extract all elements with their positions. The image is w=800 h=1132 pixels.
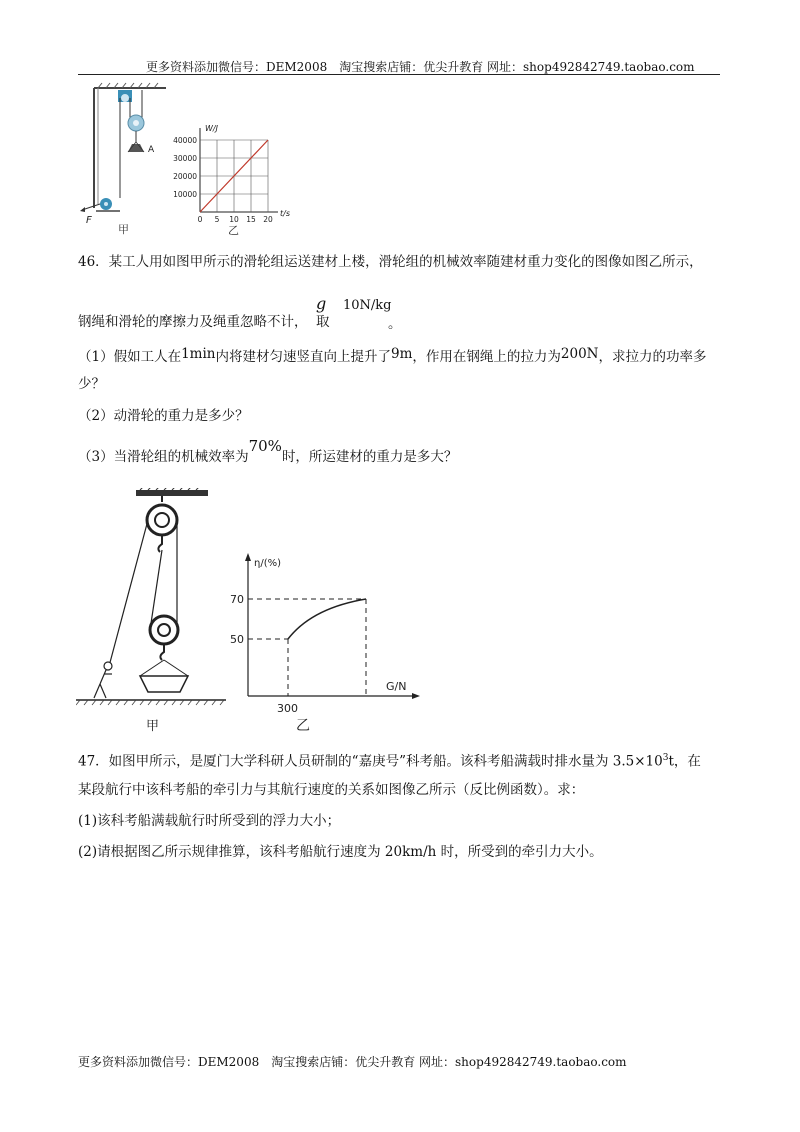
q46-p1-c: ，作用在钢绳上的拉力为 xyxy=(412,349,561,365)
q47-line1-a: 47．如图甲所示，是厦门大学科研人员研制的“嘉庚号”科考船。该科考船满载时排水量为 3.5×10 xyxy=(78,753,663,770)
x-axis-label: G/N xyxy=(386,680,407,693)
q46-part1-line2: 少？ xyxy=(78,376,105,392)
q47-part2: (2)请根据图乙所示规律推算，该科考船航行速度为 20km/h 时，所受到的牵引力大小。 xyxy=(78,844,603,860)
q46-p1-a: （1）假如工人在 xyxy=(78,349,182,365)
page-header: 更多资料添加微信号：DEM2008 淘宝搜索店铺：优尖升教育 网址：shop492842749.taobao.com xyxy=(146,60,695,74)
weight-label: A xyxy=(148,145,155,155)
figure-caption-right: 乙 xyxy=(228,224,239,237)
q46-p1-time: 1min xyxy=(181,346,216,362)
q46-p3-eff: 70% xyxy=(248,437,282,455)
chart-efficiency xyxy=(224,552,424,736)
y-tick-label: 20000 xyxy=(173,172,197,181)
g-symbol: g xyxy=(316,294,327,313)
x-tick-label: 10 xyxy=(229,215,239,224)
q46-part1-line1 xyxy=(78,347,706,367)
x-tick-label: 20 xyxy=(263,215,273,224)
q47-line1 xyxy=(78,748,701,772)
x-tick-300: 300 xyxy=(277,702,298,715)
x-axis-label: t/s xyxy=(280,209,290,218)
q46-line2: 钢绳和滑轮的摩擦力及绳重忽略不计， xyxy=(78,314,308,330)
q46-part2: （2）动滑轮的重力是多少？ xyxy=(78,408,249,424)
figure-46-caption-right: 乙 xyxy=(296,718,310,734)
q46-p3-b: 时，所运建材的重力是多大？ xyxy=(281,449,458,465)
y-axis-label: W/J xyxy=(205,124,218,133)
x-tick-label: 15 xyxy=(246,215,256,224)
q47-sup: 3 xyxy=(662,753,669,763)
y-tick-label: 30000 xyxy=(173,154,197,163)
page-footer: 更多资料添加微信号：DEM2008 淘宝搜索店铺：优尖升教育 网址：shop492842749.taobao.com xyxy=(78,1055,627,1069)
figure-46-pulley xyxy=(76,488,236,736)
chart-work-time xyxy=(160,120,300,238)
y-axis-label: η/(%) xyxy=(254,558,282,569)
q47-line1-b: t，在 xyxy=(668,753,701,770)
q47-line2: 某段航行中该科考船的牵引力与其航行速度的关系如图像乙所示（反比例函数）。求： xyxy=(78,782,585,798)
q46-p1-height: 9m xyxy=(391,346,413,362)
q46-p1-b: 内将建材匀速竖直向上提升了 xyxy=(215,349,391,365)
figure-caption-left: 甲 xyxy=(118,223,129,236)
q47-part1: (1)该科考船满载航行时所受到的浮力大小； xyxy=(78,813,341,829)
force-label: F xyxy=(86,215,92,226)
g-value: 10N/kg xyxy=(343,298,392,313)
efficiency-curve xyxy=(288,599,366,639)
q46-intro: 46．某工人用如图甲所示的滑轮组运送建材上楼，滑轮组的机械效率随建材重力变化的图像如图乙所示， xyxy=(78,254,703,270)
y-tick-50: 50 xyxy=(230,633,244,646)
header-rule xyxy=(78,74,720,75)
take-word: 取 xyxy=(316,314,330,330)
x-tick-label: 0 xyxy=(197,215,203,224)
q46-p3-a: （3）当滑轮组的机械效率为 xyxy=(78,449,249,465)
y-tick-70: 70 xyxy=(230,593,244,606)
y-tick-label: 10000 xyxy=(173,190,197,199)
q46-part3 xyxy=(78,437,458,467)
q46-period: 。 xyxy=(388,316,402,332)
y-tick-label: 40000 xyxy=(173,136,197,145)
x-tick-label: 5 xyxy=(214,215,220,224)
q46-p1-d: ，求拉力的功率多 xyxy=(598,349,707,365)
figure-46-caption-left: 甲 xyxy=(146,719,160,734)
q46-p1-force: 200N xyxy=(560,346,599,362)
